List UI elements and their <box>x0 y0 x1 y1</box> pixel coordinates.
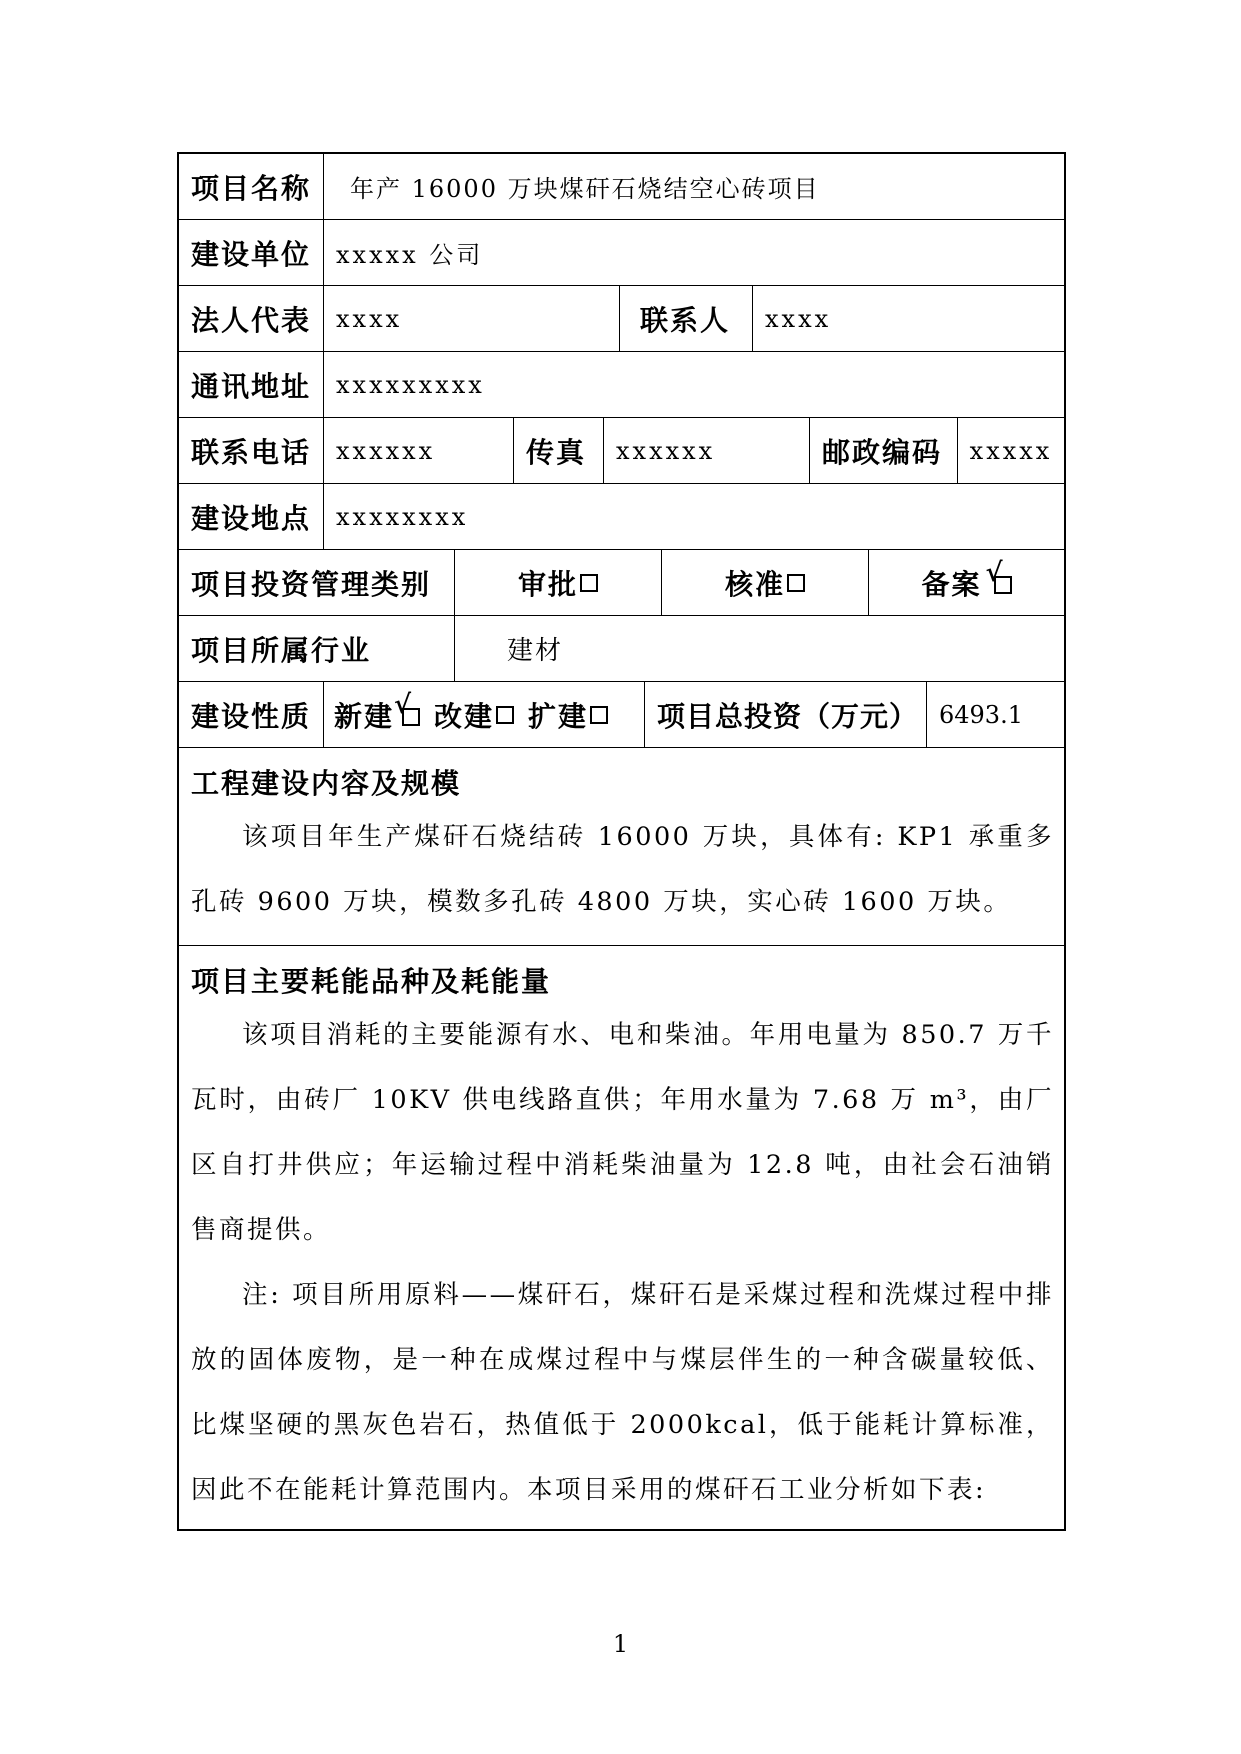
value-site: xxxxxxxx <box>323 484 1064 549</box>
option-new[interactable] <box>334 690 420 735</box>
label-contact: 联系人 <box>619 286 752 351</box>
value-industry: 建材 <box>454 616 1064 681</box>
checkbox-verify[interactable] <box>787 574 805 592</box>
row-industry <box>179 616 1064 682</box>
value-phone: xxxxxx <box>323 418 513 483</box>
check-mark-icon: √ <box>394 690 414 720</box>
row-builder <box>179 220 1064 286</box>
option-rebuild-label: 改建 <box>434 699 495 733</box>
row-nature <box>179 682 1064 748</box>
label-legal-rep: 法人代表 <box>191 303 312 337</box>
label-project-name: 项目名称 <box>191 171 312 205</box>
value-legal-rep: xxxx <box>323 286 619 351</box>
checkbox-new-checked[interactable] <box>394 690 420 731</box>
row-phone <box>179 418 1064 484</box>
option-record[interactable] <box>868 550 1064 615</box>
section-construction-text: 该项目年生产煤矸石烧结砖 16000 万块，具体有: KP1 承重多孔砖 9600 万块，模数多孔砖 4800 万块，实心砖 1600 万块。 <box>191 822 1054 917</box>
row-address <box>179 352 1064 418</box>
value-total-investment: 6493.1 <box>926 682 1064 747</box>
check-mark-icon: √ <box>985 558 1005 588</box>
section-energy-text: 该项目消耗的主要能源有水、电和柴油。年用电量为 850.7 万千瓦时，由砖厂 10KV 供电线路直供；年用水量为 7.68 万 m³，由厂区自打井供应；年运输过程中消耗柴油量为 12.8 吨，由社会石油销售商提供。 <box>191 1020 1054 1245</box>
label-builder: 建设单位 <box>191 237 312 271</box>
label-site: 建设地点 <box>191 501 312 535</box>
section-energy-title: 项目主要耗能品种及耗能量 <box>191 965 552 998</box>
option-verify[interactable] <box>661 550 868 615</box>
option-new-label: 新建 <box>334 699 395 733</box>
value-postcode: xxxxx <box>957 418 1064 483</box>
section-energy-note: 注: 项目所用原料——煤矸石，煤矸石是采煤过程和洗煤过程中排放的固体废物，是一种在成煤过程中与煤层伴生的一种含碳量较低、比煤坚硬的黑灰色岩石，热值低于 2000kcal，低于能耗计算标准，因此不在能耗计算范围内。本项目采用的煤矸石工业分析如下表: <box>191 1280 1054 1505</box>
section-construction-title: 工程建设内容及规模 <box>191 767 462 800</box>
label-nature: 建设性质 <box>191 699 312 733</box>
row-legal <box>179 286 1064 352</box>
nature-options <box>323 682 644 747</box>
label-industry: 项目所属行业 <box>191 633 372 667</box>
option-verify-label: 核准 <box>724 567 785 601</box>
row-site <box>179 484 1064 550</box>
section-energy <box>179 946 1064 1529</box>
page-number: 1 <box>612 1630 629 1658</box>
section-construction-body <box>191 805 1054 935</box>
option-record-label: 备案 <box>921 567 982 601</box>
label-total-investment: 项目总投资（万元） <box>644 682 926 747</box>
section-energy-body <box>191 1003 1054 1523</box>
project-form-table <box>177 152 1066 1531</box>
checkbox-record-checked[interactable] <box>985 558 1012 599</box>
option-rebuild[interactable] <box>434 695 514 735</box>
label-fax: 传真 <box>513 418 603 483</box>
section-construction <box>179 748 1064 946</box>
checkbox-expand[interactable] <box>590 706 608 724</box>
value-address: xxxxxxxxx <box>323 352 1064 417</box>
label-postcode: 邮政编码 <box>809 418 957 483</box>
option-approval-label: 审批 <box>517 567 578 601</box>
checkbox-rebuild[interactable] <box>496 706 514 724</box>
value-project-name: 年产 16000 万块煤矸石烧结空心砖项目 <box>323 154 1064 219</box>
checkbox-approval[interactable] <box>580 574 598 592</box>
option-expand[interactable] <box>528 695 608 735</box>
row-project-name <box>179 154 1064 220</box>
value-contact: xxxx <box>752 286 1064 351</box>
label-phone: 联系电话 <box>191 435 312 469</box>
option-approval[interactable] <box>454 550 661 615</box>
value-builder: xxxxx 公司 <box>323 220 1064 285</box>
value-fax: xxxxxx <box>603 418 809 483</box>
label-mgmt: 项目投资管理类别 <box>191 567 432 601</box>
option-expand-label: 扩建 <box>528 699 589 733</box>
row-mgmt <box>179 550 1064 616</box>
label-address: 通讯地址 <box>191 369 312 403</box>
